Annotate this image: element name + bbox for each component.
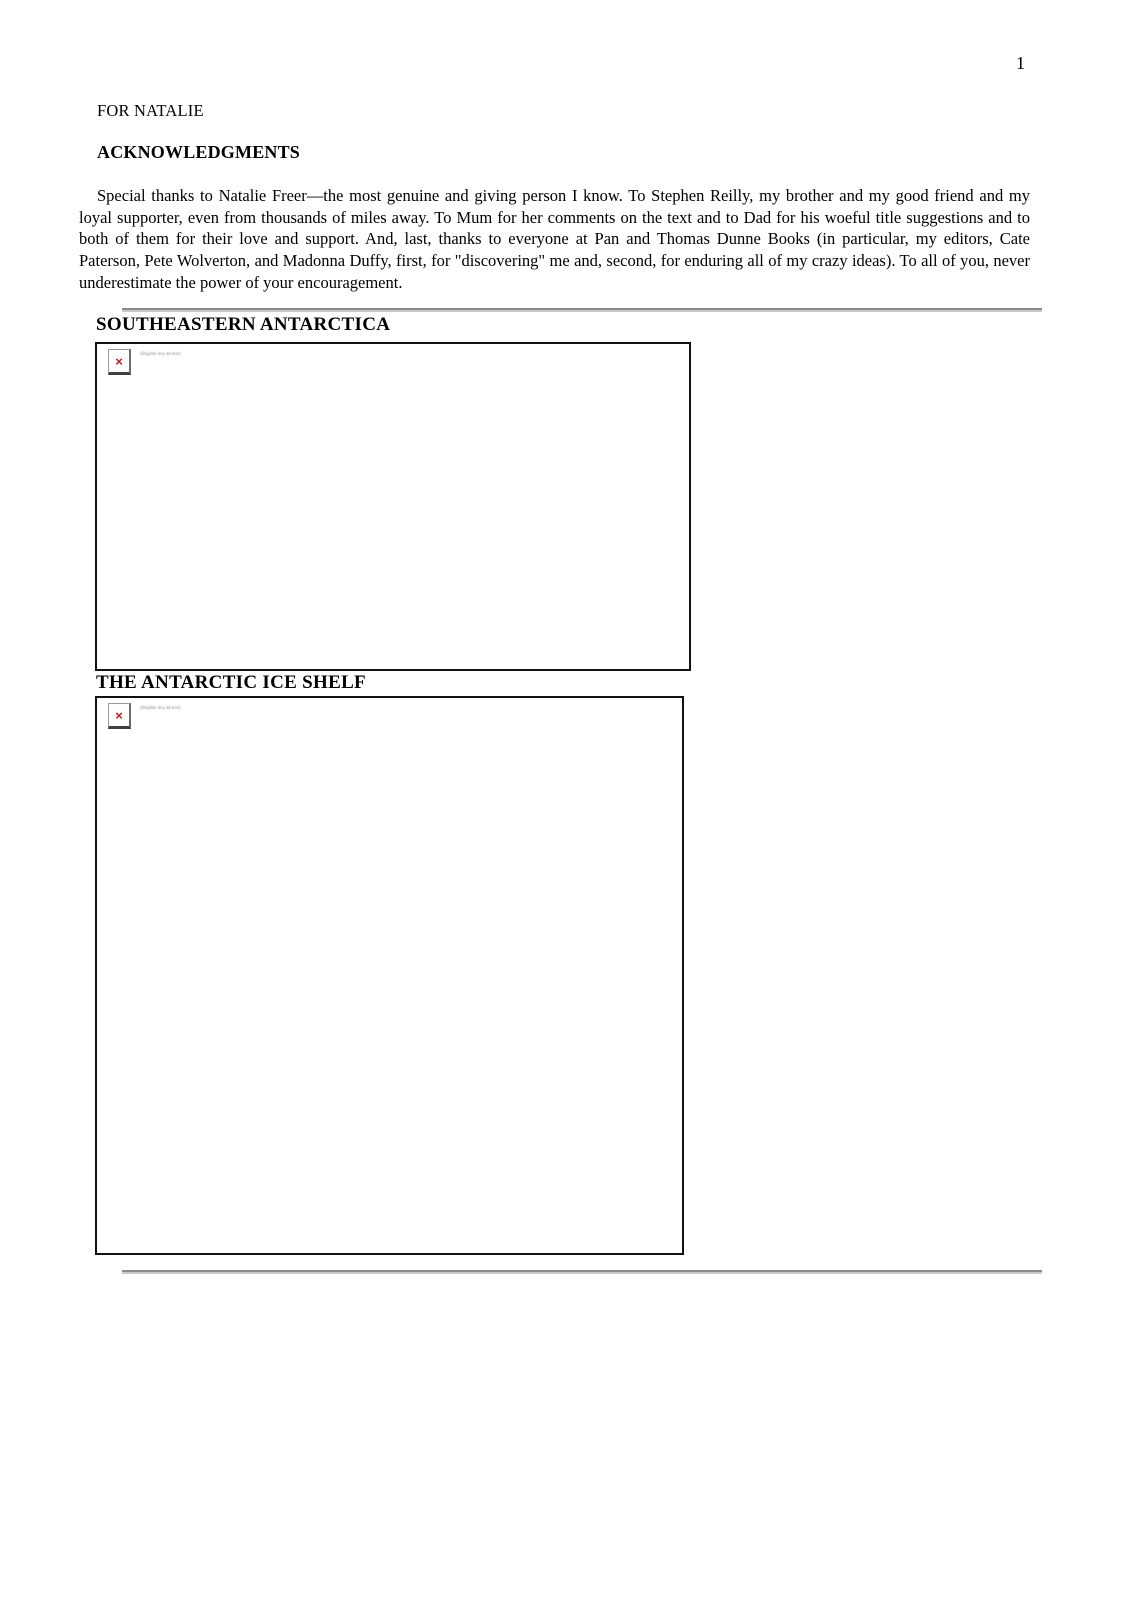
figure-placeholder-southeastern-antarctica [95, 342, 691, 671]
dedication-text: FOR NATALIE [97, 101, 204, 120]
red-x-icon: × [115, 707, 123, 723]
section-divider-top [122, 308, 1042, 312]
image-alt-text: (illegible tiny alt text) [140, 351, 181, 356]
figure-heading-antarctic-ice-shelf: THE ANTARCTIC ICE SHELF [96, 672, 366, 693]
section-divider-bottom [122, 1270, 1042, 1274]
broken-image-icon [108, 703, 131, 729]
figure-heading-southeastern-antarctica: SOUTHEASTERN ANTARCTICA [96, 314, 391, 335]
figure-placeholder-antarctic-ice-shelf [95, 696, 684, 1255]
acknowledgments-heading: ACKNOWLEDGMENTS [97, 142, 301, 162]
image-alt-text: (illegible tiny alt text) [140, 705, 181, 710]
page-number: 1 [1016, 53, 1025, 73]
broken-image-icon [108, 349, 131, 375]
red-x-icon: × [115, 353, 123, 369]
acknowledgments-paragraph: Special thanks to Natalie Freer—the most genuine and giving person I know. To Stephen Reilly, my brother and my good friend and my loyal supporter, even from thousands of miles away. To Mum for her comments on the text and to Dad for his woeful title suggestions and to both of them for their love and support. And, last, thanks to everyone at Pan and Thomas Dunne Books (in particular, my editors, Cate Paterson, Pete Wolverton, and Madonna Duffy, first, for "discovering" me and, second, for enduring all of my crazy ideas). To all of you, never underestimate the power of your encouragement. [79, 186, 1030, 292]
